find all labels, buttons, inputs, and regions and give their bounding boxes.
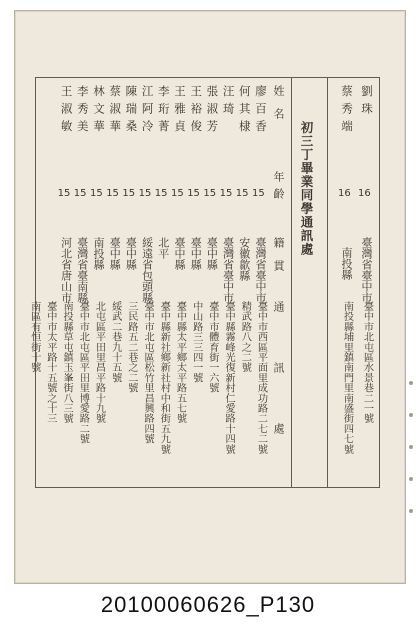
age-cell: 15 <box>106 188 119 199</box>
name-cell: 陳瑞桑 <box>124 85 139 138</box>
name-cell: 劉珠 <box>360 85 374 120</box>
name-cell: 蔡秀端 <box>340 85 354 138</box>
address-cell: 臺中市太平路十五號之十三 <box>44 301 56 424</box>
outer-left-rule <box>35 77 36 488</box>
address-cell: 南投縣草屯鎮玉峯街八三號 <box>61 301 73 424</box>
age-cell: 15 <box>171 188 184 199</box>
title-divider-left <box>291 77 292 488</box>
address-cell: 臺中縣霧峰光復新村仁愛路十四號 <box>223 301 235 454</box>
native-cell: 臺中縣 <box>108 237 122 270</box>
address-cell: 臺中市西區平面里成功路二七二號 <box>255 301 267 454</box>
age-cell: 15 <box>57 188 71 199</box>
native-cell: 南投縣 <box>92 237 105 270</box>
outer-right-rule <box>379 77 380 488</box>
name-cell: 王裕俊 <box>189 85 204 138</box>
age-cell: 15 <box>90 188 103 199</box>
age-cell: 16 <box>338 188 351 199</box>
address-cell: 臺中市北屯區松竹里昌興路四號 <box>142 301 154 444</box>
address-cell: 綏武二巷九十五號 <box>109 301 121 383</box>
native-cell: 臺中縣 <box>173 237 186 270</box>
native-cell: 南投縣 <box>340 247 353 280</box>
age-cell: 15 <box>138 188 152 199</box>
age-cell: 15 <box>203 188 217 199</box>
native-cell: 安徽歙縣 <box>237 237 251 281</box>
address-cell: 北屯區平田里昌平路十九號 <box>93 301 105 424</box>
age-cell: 15 <box>122 188 136 199</box>
name-cell: 王雅貞 <box>173 85 187 138</box>
native-cell: 臺灣省臺中市 <box>221 237 235 303</box>
native-cell: 臺灣省臺中市 <box>254 237 267 303</box>
title-divider-right <box>327 77 328 488</box>
native-cell: 北平 <box>156 237 170 259</box>
name-cell: 李珩菁 <box>156 85 171 138</box>
address-cell: 臺中市北屯區水景巷二一號 <box>361 301 373 424</box>
address-cell: 臺中縣太平鄉太平路五七號 <box>174 301 186 424</box>
native-cell: 臺灣省臺南縣 <box>75 237 89 303</box>
name-cell: 廖百香 <box>254 85 268 138</box>
address-cell: 精武路八之二號 <box>239 301 251 373</box>
name-cell: 汪琦 <box>221 85 236 120</box>
name-cell: 王淑敏 <box>59 85 74 138</box>
document-title: 初三丁畢業同學通訊處 <box>299 121 314 256</box>
header-name: 姓名 <box>272 85 285 131</box>
address-cell: 三民路五二巷之二號 <box>125 301 137 393</box>
age-cell: 15 <box>154 188 168 199</box>
address-cell: 臺中縣新社鄉新社村中和街五九號 <box>158 301 170 454</box>
address-cell: 臺中市北屯區平田里博愛路二號 <box>77 301 89 444</box>
address-cell: 中山路三三四一號 <box>190 301 202 383</box>
name-cell: 李秀美 <box>75 85 90 138</box>
scan-label: 20100060626_P130 <box>100 592 316 617</box>
age-cell: 15 <box>235 188 249 199</box>
header-address: 通訊處 <box>272 301 285 484</box>
name-cell: 江阿冷 <box>140 85 155 138</box>
native-cell: 綏遠省包頭縣 <box>140 237 154 303</box>
name-cell: 林文華 <box>92 85 106 138</box>
native-cell: 臺灣省臺中市 <box>360 237 373 303</box>
native-cell: 臺中縣 <box>205 237 219 270</box>
address-cell: 南投縣埔里鎮南門里南盛街四七號 <box>341 301 353 454</box>
native-cell: 臺中縣 <box>124 237 138 270</box>
document-page <box>14 10 406 584</box>
native-cell: 臺中縣 <box>189 237 203 270</box>
native-cell: 河北省唐山市 <box>59 237 73 303</box>
age-cell: 15 <box>219 188 233 199</box>
name-cell: 蔡淑華 <box>108 85 123 138</box>
age-cell: 15 <box>187 188 200 199</box>
address-cell: 臺中市體育街一六號 <box>206 301 218 393</box>
address-cell: 南區有恒街十號 <box>28 301 40 373</box>
age-cell: 16 <box>358 188 371 199</box>
age-cell: 15 <box>252 188 265 199</box>
age-cell: 15 <box>73 188 87 199</box>
header-age: 年齡 <box>272 171 285 205</box>
header-native: 籍貫 <box>272 237 285 283</box>
name-cell: 何其棣 <box>237 85 252 138</box>
name-cell: 張淑芳 <box>205 85 220 138</box>
